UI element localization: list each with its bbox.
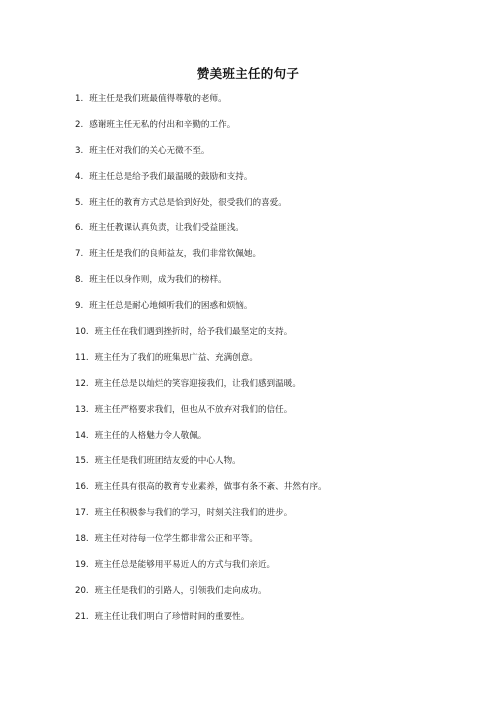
list-item — [75, 145, 327, 171]
item-text: 感谢班主任无私的付出和辛勤的工作。 — [89, 119, 236, 130]
item-number: 15. — [75, 456, 89, 467]
item-text: 班主任为了我们的班集思广益、充满创意。 — [94, 352, 258, 363]
item-number: 14. — [75, 430, 89, 441]
list-item — [75, 455, 327, 481]
list-item — [75, 611, 327, 637]
item-text: 班主任对我们的关心无微不至。 — [89, 145, 210, 156]
item-text: 班主任让我们明白了珍惜时间的重要性。 — [94, 611, 250, 622]
sentence-list — [75, 93, 327, 637]
list-item — [75, 430, 327, 456]
item-number: 9. — [75, 301, 84, 312]
list-item — [75, 197, 327, 223]
list-item — [75, 533, 327, 559]
list-item — [75, 378, 327, 404]
item-number: 18. — [75, 534, 89, 545]
item-number: 5. — [75, 197, 84, 208]
list-item — [75, 559, 327, 585]
item-number: 1. — [75, 94, 84, 104]
item-number: 6. — [75, 223, 84, 234]
list-item — [75, 274, 327, 300]
item-text: 班主任是我们班最值得尊敬的老师。 — [89, 94, 227, 104]
item-number: 4. — [75, 171, 84, 182]
item-number: 12. — [75, 378, 89, 389]
item-text: 班主任对待每一位学生都非常公正和平等。 — [94, 534, 258, 545]
item-text: 班主任的教育方式总是恰到好处，很受我们的喜爱。 — [89, 197, 287, 208]
item-text: 班主任在我们遇到挫折时，给予我们最坚定的支持。 — [94, 327, 293, 338]
item-text: 班主任总是以灿烂的笑容迎接我们，让我们感到温暖。 — [94, 378, 301, 389]
item-text: 班主任总是能够用平易近人的方式与我们亲近。 — [94, 560, 276, 571]
item-text: 班主任是我们的良师益友，我们非常钦佩她。 — [89, 249, 262, 260]
item-text: 班主任教课认真负责，让我们受益匪浅。 — [89, 223, 244, 234]
list-item — [75, 481, 327, 507]
list-item — [75, 300, 327, 326]
list-item — [75, 404, 327, 430]
item-text: 班主任的人格魅力令人敬佩。 — [94, 430, 207, 441]
item-text: 班主任总是给予我们最温暖的鼓励和支持。 — [89, 171, 253, 182]
list-item — [75, 585, 327, 611]
item-number: 13. — [75, 404, 89, 415]
item-text: 班主任严格要求我们，但也从不放弃对我们的信任。 — [94, 404, 293, 415]
item-number: 16. — [75, 482, 89, 493]
item-number: 17. — [75, 508, 89, 519]
list-item — [75, 119, 327, 145]
list-item — [75, 248, 327, 274]
item-number: 11. — [75, 352, 89, 363]
item-number: 19. — [75, 560, 89, 571]
document-title: 赞美班主任的句子 — [196, 66, 300, 81]
list-item — [75, 93, 327, 119]
item-text: 班主任以身作则，成为我们的榜样。 — [89, 275, 227, 286]
list-item — [75, 171, 327, 197]
list-item — [75, 507, 327, 533]
item-number: 10. — [75, 327, 89, 338]
item-number: 20. — [75, 585, 89, 596]
list-item — [75, 326, 327, 352]
item-number: 7. — [75, 249, 84, 260]
item-number: 8. — [75, 275, 84, 286]
list-item — [75, 352, 327, 378]
item-text: 班主任积极参与我们的学习，时刻关注我们的进步。 — [94, 508, 293, 519]
item-number: 2. — [75, 119, 84, 130]
item-number: 3. — [75, 145, 84, 156]
item-text: 班主任是我们的引路人，引领我们走向成功。 — [94, 585, 267, 596]
list-item — [75, 222, 327, 248]
item-text: 班主任总是耐心地倾听我们的困惑和烦恼。 — [89, 301, 253, 312]
item-number: 21. — [75, 611, 89, 622]
item-text: 班主任是我们班团结友爱的中心人物。 — [94, 456, 241, 467]
item-text: 班主任具有很高的教育专业素养，做事有条不紊、井然有序。 — [94, 482, 327, 493]
